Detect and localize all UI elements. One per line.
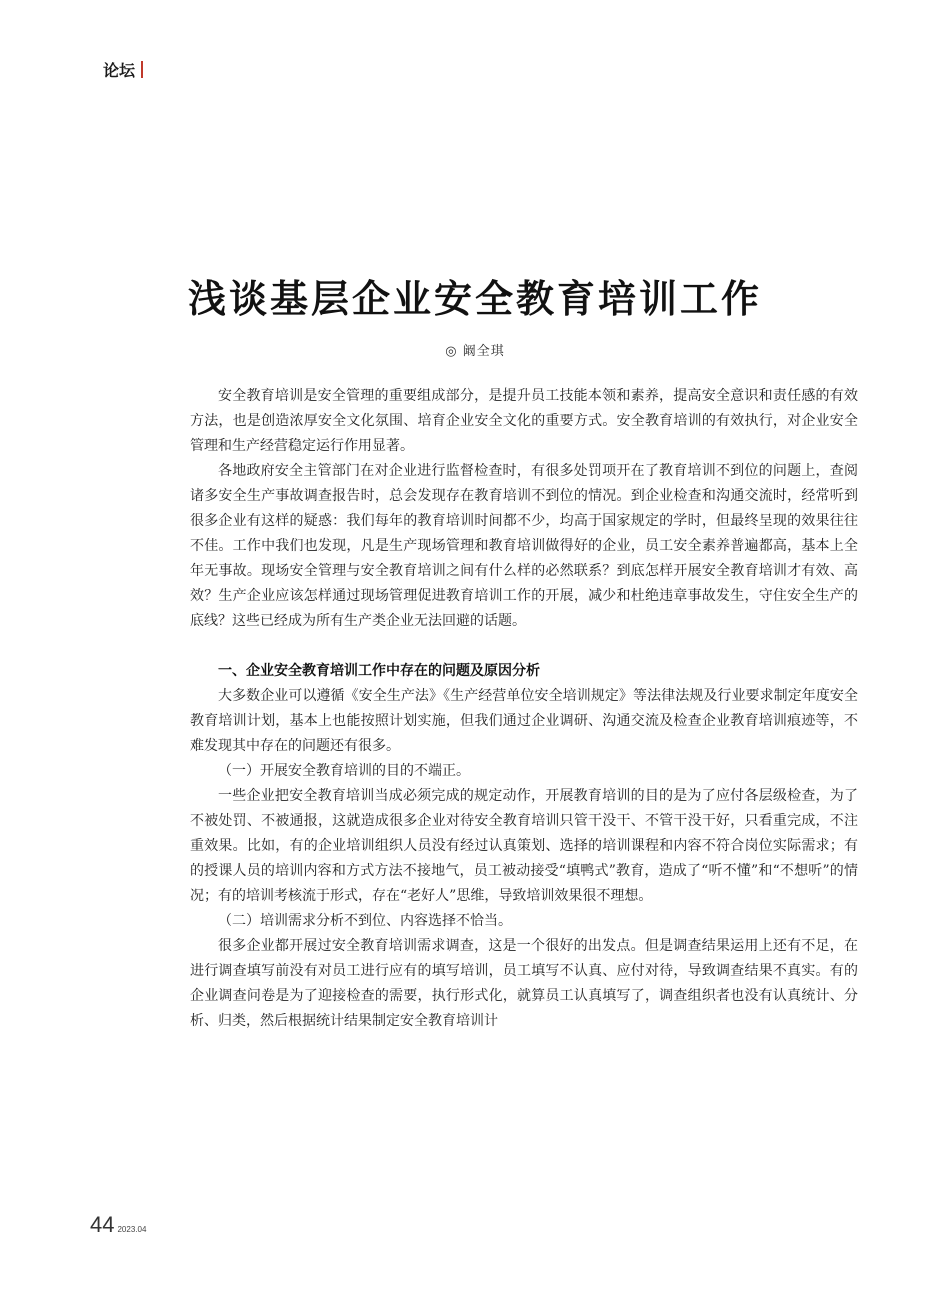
page-footer xyxy=(90,1212,146,1238)
paragraph: 很多企业都开展过安全教育培训需求调查，这是一个很好的出发点。但是调查结果运用上还有不足，在进行调查填写前没有对员工进行应有的填写培训，员工填写不认真、应付对待，导致调查结果不真实。有的企业调查问卷是为了迎接检查的需要，执行形式化，就算员工认真填写了，调查组织者也没有认真统计、分析、归类，然后根据统计结果制定安全教育培训计 xyxy=(190,938,858,1029)
article-title: 浅谈基层企业安全教育培训工作 xyxy=(187,277,762,321)
page-number: 44 xyxy=(90,1212,115,1237)
article-author: ◎ 阚全琪 xyxy=(445,344,505,359)
subheading: （一）开展安全教育培训的目的不端正。 xyxy=(218,763,470,779)
paragraph: 安全教育培训是安全管理的重要组成部分，是提升员工技能本领和素养，提高安全意识和责任感的有效方法，也是创造浓厚安全文化氛围、培育企业安全文化的重要方式。安全教育培训的有效执行，对企业安全管理和生产经营稳定运行作用显著。 xyxy=(190,388,858,454)
section-label xyxy=(103,58,143,81)
article-body xyxy=(190,384,858,1034)
paragraph: 一些企业把安全教育培训当成必须完成的规定动作，开展教育培训的目的是为了应付各层级检查，为了不被处罚、不被通报，这就造成很多企业对待安全教育培训只管干没干、不管干没干好，只看重完成，不注重效果。比如，有的企业培训组织人员没有经过认真策划、选择的培训课程和内容不符合岗位实际需求；有的授课人员的培训内容和方式方法不接地气，员工被动接受“填鸭式”教育，造成了“听不懂”和“不想听”的情况；有的培训考核流于形式，存在“老好人”思维，导致培训效果很不理想。 xyxy=(190,788,858,904)
paragraph: 各地政府安全主管部门在对企业进行监督检查时，有很多处罚项开在了教育培训不到位的问题上，查阅诸多安全生产事故调查报告时，总会发现存在教育培训不到位的情况。到企业检查和沟通交流时，经常听到很多企业有这样的疑惑：我们每年的教育培训时间都不少，均高于国家规定的学时，但最终呈现的效果往往不佳。工作中我们也发现，凡是生产现场管理和教育培训做得好的企业，员工安全素养普遍都高，基本上全年无事故。现场安全管理与安全教育培训之间有什么样的必然联系？到底怎样开展安全教育培训才有效、高效？生产企业应该怎样通过现场管理促进教育培训工作的开展，减少和杜绝违章事故发生，守住安全生产的底线？这些已经成为所有生产类企业无法回避的话题。 xyxy=(190,463,858,629)
subheading: （二）培训需求分析不到位、内容选择不恰当。 xyxy=(218,913,512,929)
section-name: 论坛 xyxy=(103,61,136,80)
section-heading: 一、企业安全教育培训工作中存在的问题及原因分析 xyxy=(218,663,540,679)
issue-date: 2023.04 xyxy=(117,1225,147,1234)
section-divider xyxy=(141,61,143,78)
paragraph: 大多数企业可以遵循《安全生产法》《生产经营单位安全培训规定》等法律法规及行业要求制定年度安全教育培训计划，基本上也能按照计划实施，但我们通过企业调研、沟通交流及检查企业教育培训痕迹等，不难发现其中存在的问题还有很多。 xyxy=(190,688,858,754)
